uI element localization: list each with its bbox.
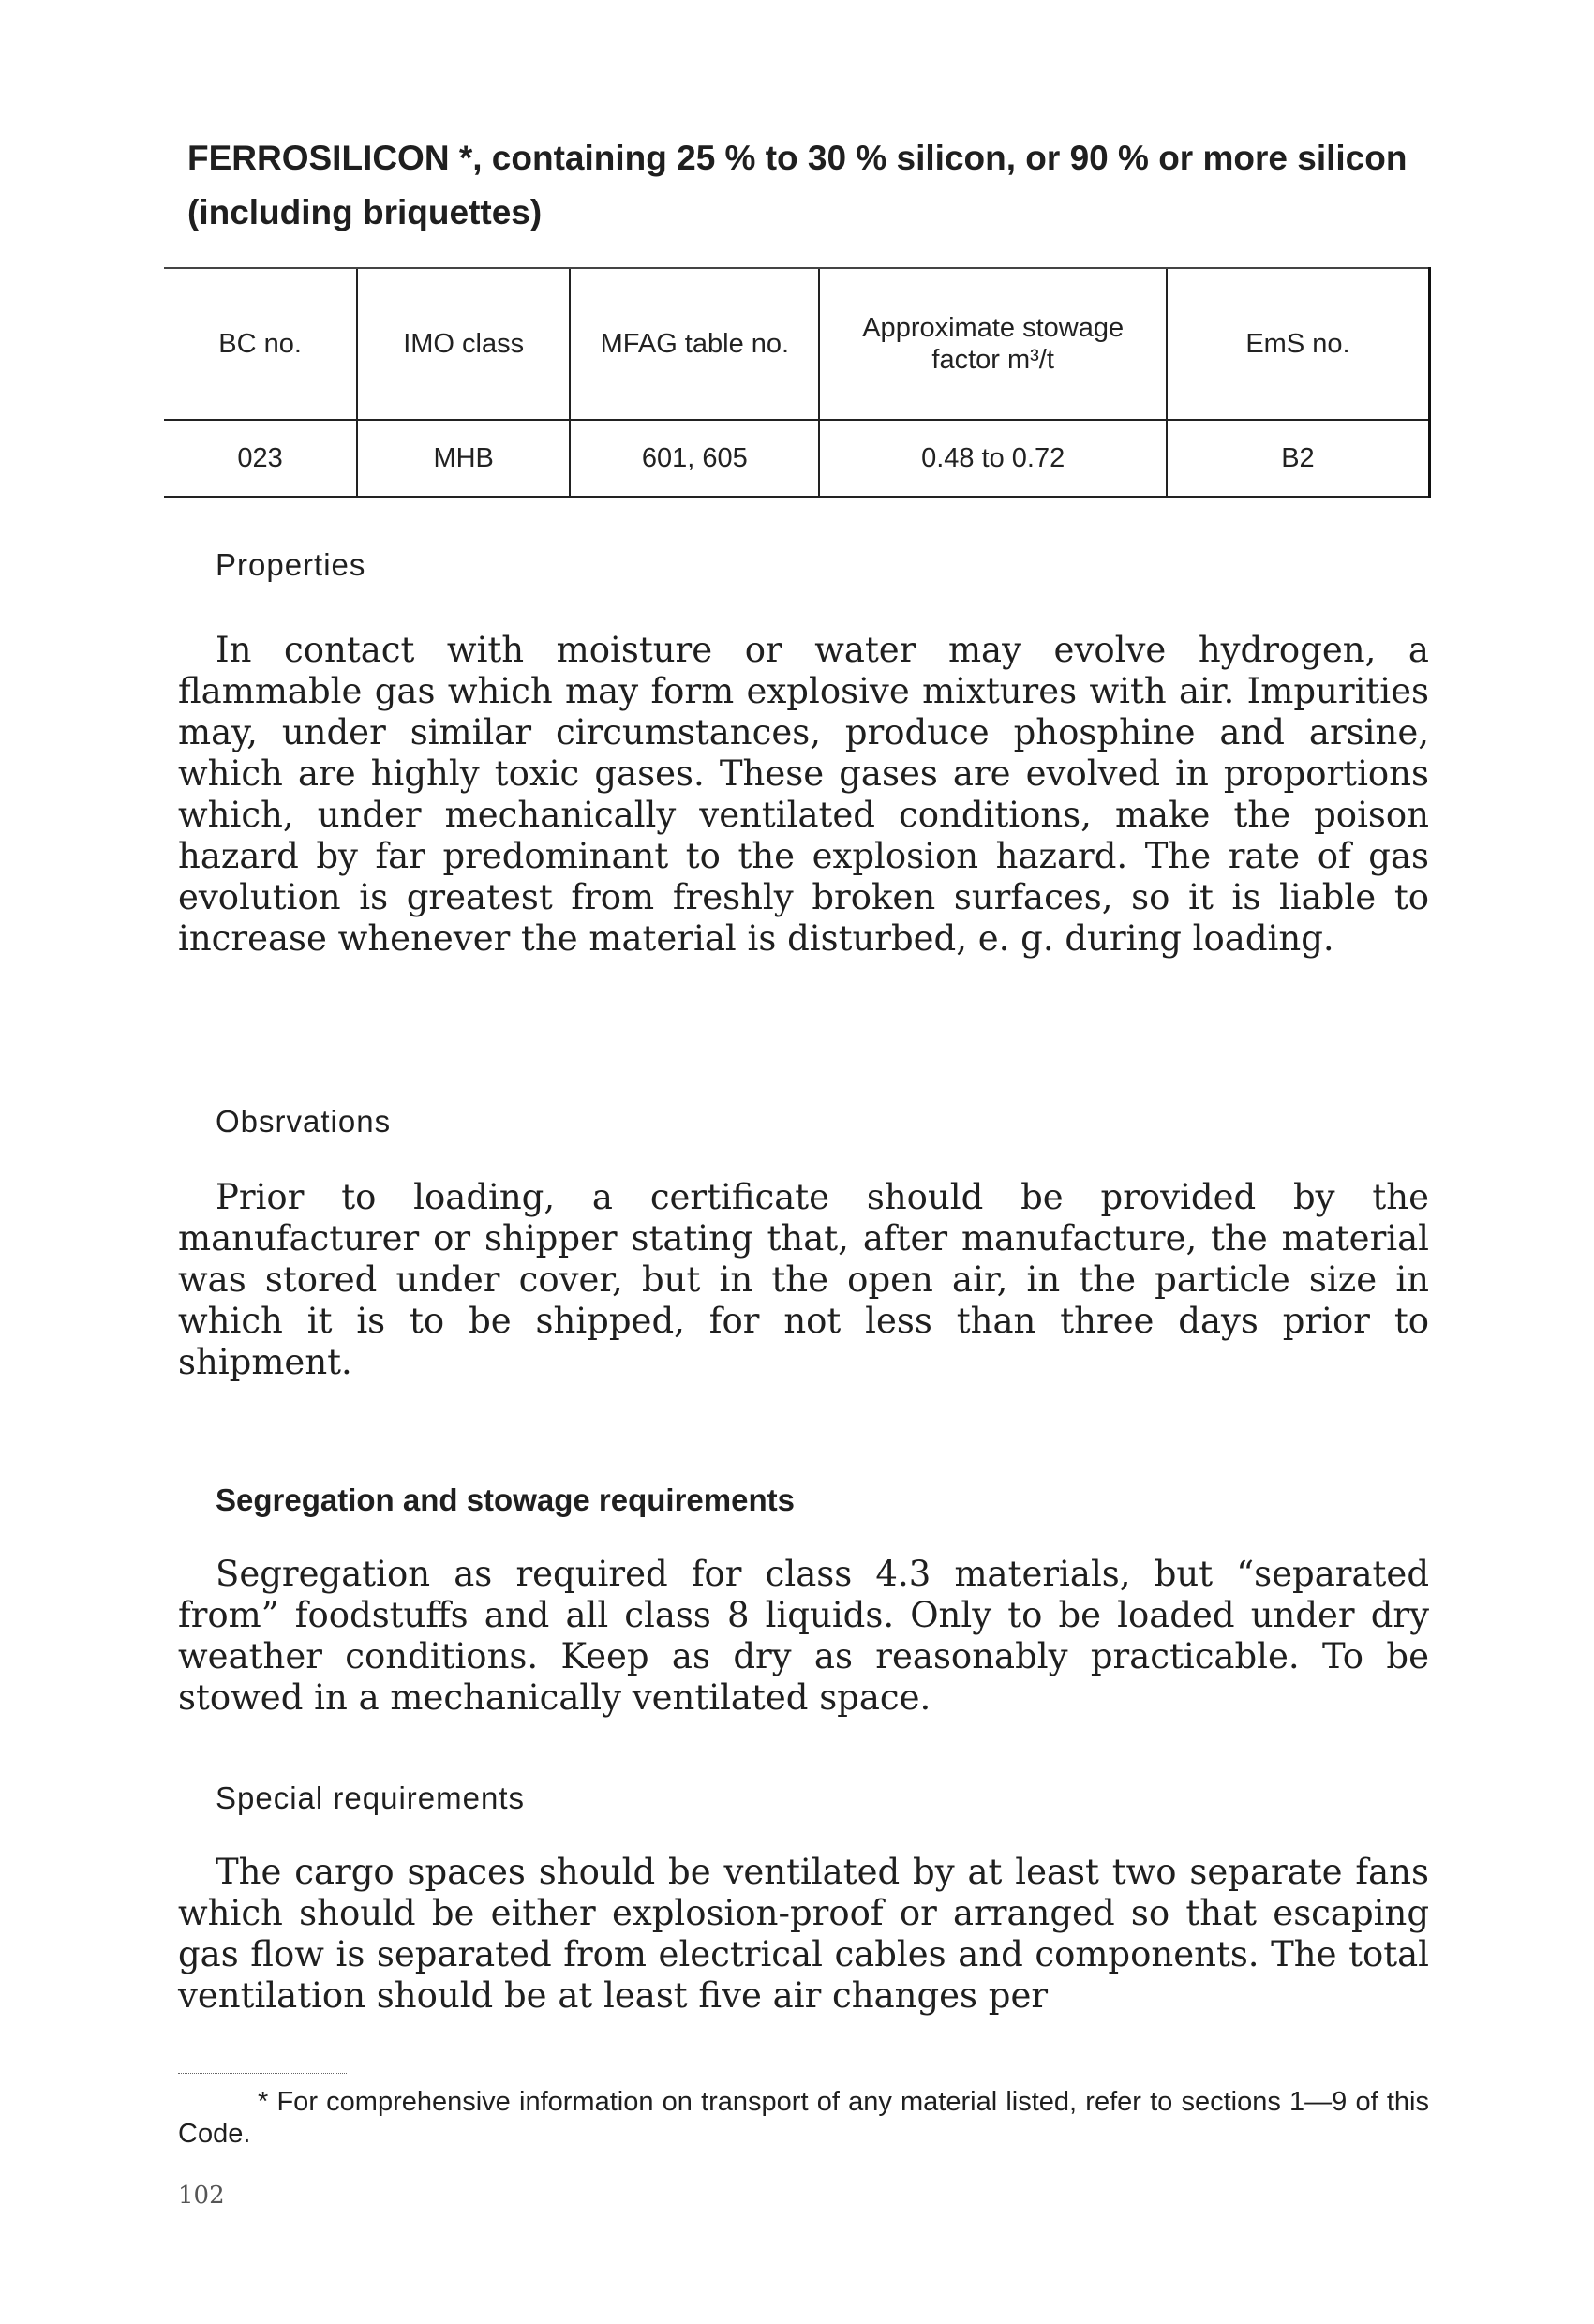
header-stowage-factor: Approximate stowage factor m³/t: [819, 268, 1166, 420]
special-requirements-heading: Special requirements: [216, 1780, 525, 1815]
table-row: [164, 420, 1430, 497]
header-mfag-table: MFAG table no.: [570, 268, 819, 420]
footnote-divider: [178, 2073, 347, 2074]
cell-imo-class: MHB: [357, 420, 570, 497]
cargo-table: [164, 267, 1431, 498]
segregation-text: Segregation as required for class 4.3 materials, but “separated from” foodstuffs and all class 8 liquids. Only to be loaded under dry weather conditions. Keep as dry as reasonably practicable. To be stowed in a mechanically ventilated space.: [178, 1554, 1429, 1718]
page-number: 102: [178, 2182, 225, 2210]
observations-heading: Obsrvations: [216, 1104, 392, 1139]
properties-heading: Properties: [216, 547, 366, 582]
header-ems-no: EmS no.: [1167, 268, 1430, 420]
special-requirements-text: The cargo spaces should be ventilated by at least two separate fans which should be either explosion-proof or arranged so that escaping gas flow is separated from electrical cables and components. The total ventilation should be at least five air changes per: [178, 1852, 1429, 2016]
table-header-row: [164, 268, 1430, 420]
cargo-heading: FERROSILICON *, containing 25 % to 30 % silicon, or 90 % or more silicon (including briquettes): [187, 139, 1408, 231]
cell-stowage-factor: 0.48 to 0.72: [819, 420, 1166, 497]
header-bc-no: BC no.: [164, 268, 357, 420]
properties-text: In contact with moisture or water may evolve hydrogen, a flammable gas which may form explosive mixtures with air. Impurities may, under similar circumstances, produce phosphine and arsine, which are highly toxic gases. These gases are evolved in proportions which, under mechanically ventilated conditions, make the poison hazard by far predominant to the explosion hazard. The rate of gas evolution is greatest from freshly broken surfaces, so it is liable to increase whenever the material is disturbed, e. g. during loading.: [178, 630, 1429, 959]
segregation-heading: Segregation and stowage requirements: [216, 1482, 795, 1517]
footnote: * For comprehensive information on transport of any material listed, refer to sections 1—9 of this Code.: [178, 2087, 1429, 2149]
observations-text: Prior to loading, a certificate should be provided by the manufacturer or shipper stating that, after manufacture, the material was stored under cover, but in the open air, in the particle size in which it is to be shipped, for not less than three days prior to shipment.: [178, 1177, 1429, 1382]
cell-mfag-table: 601, 605: [570, 420, 819, 497]
header-imo-class: IMO class: [357, 268, 570, 420]
cell-bc-no: 023: [164, 420, 357, 497]
cell-ems-no: B2: [1167, 420, 1430, 497]
